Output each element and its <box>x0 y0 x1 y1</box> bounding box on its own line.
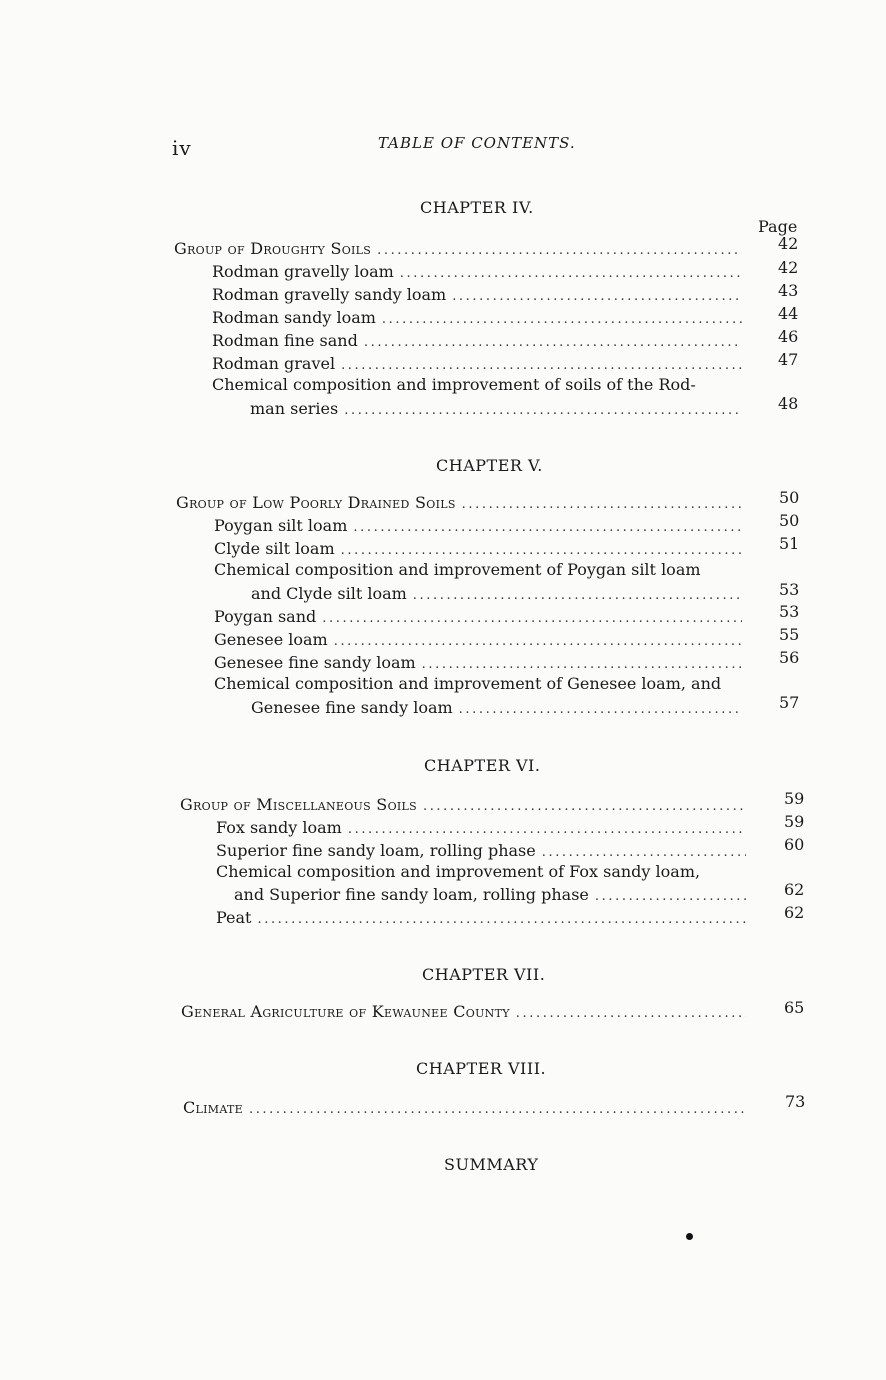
toc-entry <box>216 817 746 839</box>
page-ref: 62 <box>784 903 805 922</box>
toc-group-entry <box>176 492 742 514</box>
chapter-heading: CHAPTER IV. <box>420 198 534 217</box>
toc-group-title: Group of Droughty Soils <box>174 239 372 258</box>
page-ref: 50 <box>779 511 800 530</box>
running-head: TABLE OF CONTENTS. <box>378 134 576 152</box>
toc-entry-title: Rodman fine sand <box>212 331 358 350</box>
toc-entry-title: Clyde silt loam <box>214 539 335 558</box>
toc-group-title: Group of Low Poorly Drained Soils <box>176 493 456 512</box>
toc-group-entry <box>183 1097 746 1119</box>
page-ref: 73 <box>785 1092 806 1111</box>
dot-leader <box>322 608 742 630</box>
dot-leader <box>348 819 746 841</box>
toc-group-entry <box>181 1001 746 1023</box>
page-ref: 47 <box>778 350 799 369</box>
dot-leader <box>334 631 742 653</box>
toc-entry <box>214 629 742 651</box>
dot-leader <box>382 309 742 331</box>
chapter-heading: CHAPTER VI. <box>424 756 541 775</box>
toc-entry-title: Peat <box>216 908 252 927</box>
ink-speck <box>686 1233 693 1240</box>
dot-leader <box>595 886 746 908</box>
dot-leader <box>516 1003 746 1025</box>
page-column-label: Page <box>758 217 798 236</box>
toc-entry <box>216 840 746 862</box>
toc-entry-title-line1: Chemical composition and improvement of Fox sandy loam, <box>216 862 701 881</box>
toc-group-title: Group of Miscellaneous Soils <box>180 795 417 814</box>
page-number: iv <box>172 136 192 160</box>
page-ref: 42 <box>778 234 799 253</box>
toc-entry-title: Superior fine sandy loam, rolling phase <box>216 841 536 860</box>
summary-heading: SUMMARY <box>444 1155 539 1174</box>
toc-entry-title: Rodman sandy loam <box>212 308 376 327</box>
toc-entry <box>212 284 742 306</box>
toc-entry <box>216 907 746 929</box>
toc-group-entry <box>180 794 746 816</box>
page-ref: 57 <box>779 693 800 712</box>
toc-entry <box>250 398 742 420</box>
page-ref: 50 <box>779 488 800 507</box>
page-ref: 44 <box>778 304 799 323</box>
toc-entry-title-line2: and Superior fine sandy loam, rolling phase <box>234 885 589 904</box>
toc-entry <box>214 538 742 560</box>
toc-entry-title: Rodman gravelly loam <box>212 262 394 281</box>
page-ref: 59 <box>784 812 805 831</box>
dot-leader <box>257 909 746 931</box>
dot-leader <box>462 494 742 516</box>
dot-leader <box>400 263 742 285</box>
toc-entry-title: Fox sandy loam <box>216 818 342 837</box>
toc-group-title: Climate <box>183 1098 243 1117</box>
toc-entry <box>212 330 742 352</box>
toc-entry-title-line1: Chemical composition and improvement of Poygan silt loam <box>214 560 701 579</box>
page-ref: 62 <box>784 880 805 899</box>
page-ref: 51 <box>779 534 800 553</box>
page-ref: 65 <box>784 998 805 1017</box>
page-ref: 53 <box>779 602 800 621</box>
toc-entry-title: Rodman gravel <box>212 354 336 373</box>
page-ref: 42 <box>778 258 799 277</box>
toc-entry-title: Genesee fine sandy loam <box>214 653 416 672</box>
toc-entry-title: Genesee loam <box>214 630 328 649</box>
dot-leader <box>353 517 742 539</box>
page-ref: 46 <box>778 327 799 346</box>
toc-entry <box>214 515 742 537</box>
toc-entry <box>251 583 742 605</box>
page-ref: 55 <box>779 625 800 644</box>
toc-entry-title: Poygan silt loam <box>214 516 348 535</box>
toc-entry-title: Poygan sand <box>214 607 317 626</box>
page-ref: 53 <box>779 580 800 599</box>
toc-entry <box>234 884 746 906</box>
chapter-heading: CHAPTER V. <box>436 456 543 475</box>
toc-entry-title-line1: Chemical composition and improvement of soils of the Rod- <box>212 375 696 394</box>
page-ref: 56 <box>779 648 800 667</box>
toc-entry <box>212 353 742 375</box>
toc-entry <box>251 697 742 719</box>
toc-entry <box>212 261 742 283</box>
dot-leader <box>249 1099 746 1121</box>
dot-leader <box>344 400 742 422</box>
dot-leader <box>452 286 742 308</box>
page-ref: 43 <box>778 281 799 300</box>
page-ref: 59 <box>784 789 805 808</box>
toc-entry <box>214 652 742 674</box>
toc-entry-title: Rodman gravelly sandy loam <box>212 285 447 304</box>
toc-entry-title-line2: and Clyde silt loam <box>251 584 407 603</box>
toc-group-entry <box>174 238 742 260</box>
toc-entry-title-line2: Genesee fine sandy loam <box>251 698 453 717</box>
dot-leader <box>364 332 742 354</box>
chapter-heading: CHAPTER VII. <box>422 965 546 984</box>
dot-leader <box>413 585 742 607</box>
toc-entry <box>214 606 742 628</box>
page-ref: 48 <box>778 394 799 413</box>
dot-leader <box>423 796 746 818</box>
toc-entry-title-line2: man series <box>250 399 339 418</box>
toc-group-title: General Agriculture of Kewaunee County <box>181 1002 510 1021</box>
toc-entry <box>212 307 742 329</box>
toc-entry-title-line1: Chemical composition and improvement of Genesee loam, and <box>214 674 722 693</box>
dot-leader <box>459 699 742 721</box>
chapter-heading: CHAPTER VIII. <box>416 1059 547 1078</box>
dot-leader <box>377 240 742 262</box>
page-ref: 60 <box>784 835 805 854</box>
